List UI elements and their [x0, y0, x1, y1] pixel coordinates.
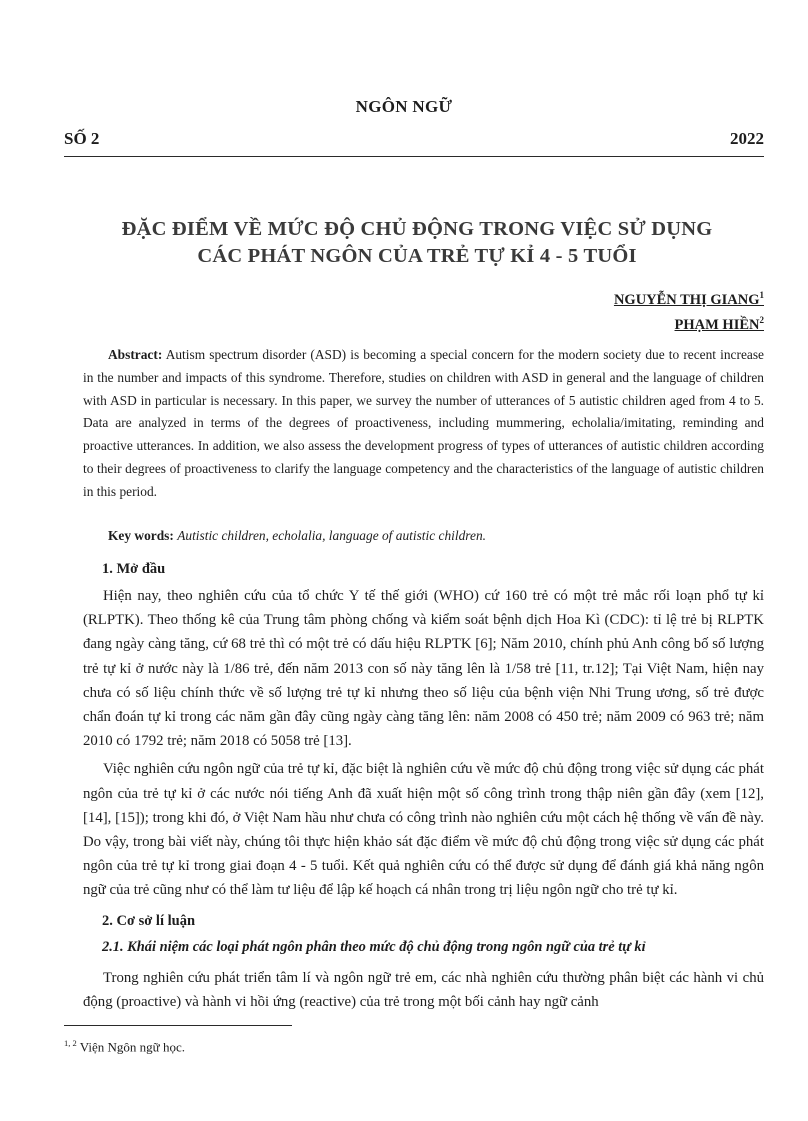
author-2-name: PHẠM HIỀN	[674, 316, 760, 333]
issue-row	[64, 129, 764, 151]
article-title	[64, 216, 770, 270]
footnote-rule	[64, 1025, 292, 1026]
abstract-label: Abstract:	[108, 347, 163, 362]
author-1-name: NGUYỄN THỊ GIANG	[613, 291, 760, 308]
subsection-2-1-paragraph: Trong nghiên cứu phát triển tâm lí và ngôn ngữ trẻ em, các nhà nghiên cứu thường phân biệt các hành vi chủ động (proactive) và hành vi hồi ứng (reactive) của trẻ trong một bối cảnh hay ngữ cảnh	[83, 970, 764, 1011]
subsection-2-1-body	[83, 966, 764, 1014]
abstract-paragraph	[83, 344, 764, 504]
footnote-text: Viện Ngôn ngữ học.	[79, 1039, 185, 1055]
article-title-line-1: ĐẶC ĐIỂM VỀ MỨC ĐỘ CHỦ ĐỘNG TRONG VIỆC SỬ DỤNG	[121, 218, 713, 240]
subsection-2-1-heading: 2.1. Khái niệm các loại phát ngôn phân theo mức độ chủ động trong ngôn ngữ của trẻ tự kỉ	[102, 939, 646, 955]
issue-number: SỐ 2	[64, 129, 100, 148]
header-rule	[64, 156, 764, 157]
author-2-mark: 2	[759, 314, 764, 325]
section-1-paragraph-2: Việc nghiên cứu ngôn ngữ của trẻ tự kỉ, đặc biệt là nghiên cứu về mức độ chủ động trong việc sử dụng các phát ngôn của trẻ tự kỉ ở các nước nói tiếng Anh đã xuất hiện một số công trình trong thập niên gần đây (xem [12], [14], [15]); trong khi đó, ở Việt Nam hầu như chưa có công trình nào nghiên cứu một cách hệ thống về vấn đề này. Do vậy, trong bài viết này, chúng tôi thực hiện khảo sát đặc điểm về mức độ chủ động trong việc sử dụng các phát ngôn của trẻ tự kỉ trong giai đoạn 4 - 5 tuổi. Kết quả nghiên cứu có thể được sử dụng để đánh giá khả năng ngôn ngữ của trẻ cũng như có thể làm tư liệu để lập kế hoạch cá nhân trong trị liệu ngôn ngữ cho trẻ tự kỉ.	[83, 761, 764, 899]
section-2-heading: 2. Cơ sở lí luận	[102, 913, 196, 929]
keywords	[83, 525, 764, 547]
section-1-heading: 1. Mở đầu	[102, 561, 166, 577]
issue-year: 2022	[730, 129, 764, 148]
abstract	[83, 344, 764, 504]
author-1-mark: 1	[759, 290, 764, 300]
section-1-body	[83, 584, 764, 907]
section-1-paragraph-1: Hiện nay, theo nghiên cứu của tổ chức Y tế thế giới (WHO) cứ 160 trẻ có một trẻ mắc rối loạn phổ tự kỉ (RLPTK). Theo thống kê của Trung tâm phòng chống và kiểm soát bệnh dịch Hoa Kì (CDC): tỉ lệ trẻ bị RLPTK đang ngày càng tăng, cứ 68 trẻ thì có một trẻ có dấu hiệu RLPTK [6]; Năm 2010, chính phủ Anh công bố số lượng trẻ tự kỉ ở nước này là 1/86 trẻ, đến năm 2013 con số này tăng lên là 1/58 trẻ [11, tr.12]; Tại Việt Nam, hiện nay chưa có số liệu chính thức về số lượng trẻ tự kỉ nhưng theo số liệu của bệnh viện Nhi Trung ương, số trẻ được chẩn đoán tự kỉ trong các năm gần đây cũng ngày càng tăng lên: năm 2008 có 450 trẻ; năm 2009 có 963 trẻ; năm 2010 có 1792 trẻ; năm 2018 có 5058 trẻ [13].	[83, 588, 764, 750]
journal-name: NGÔN NGỮ	[355, 97, 453, 116]
article-title-line-2: CÁC PHÁT NGÔN CỦA TRẺ TỰ KỈ 4 - 5 TUỔI	[197, 245, 637, 267]
footnote	[64, 1038, 185, 1055]
abstract-text: Autism spectrum disorder (ASD) is becoming a special concern for the modern society due to recent increase in the number and impacts of this syndrome. Therefore, studies on children with ASD in general and the language of children with ASD in particular is necessary. In this paper, we survey the number of utterances of 5 autistic children aged from 4 to 5. Data are analyzed in terms of the degrees of proactiveness, including mummering, echolalia/imitating, reminding and proactive utterances. In addition, we also assess the development progress of types of utterances of autistic children according to their degrees of proactiveness to clarify the language competency and the characteristics of the language of autistic children in this period.	[83, 347, 764, 499]
author-1	[614, 285, 764, 310]
footnote-mark: 1, 2	[64, 1038, 77, 1048]
keywords-text: Autistic children, echolalia, language of autistic children.	[177, 528, 487, 543]
author-list	[614, 285, 764, 335]
author-2	[614, 310, 764, 335]
keywords-label: Key words:	[108, 528, 174, 543]
